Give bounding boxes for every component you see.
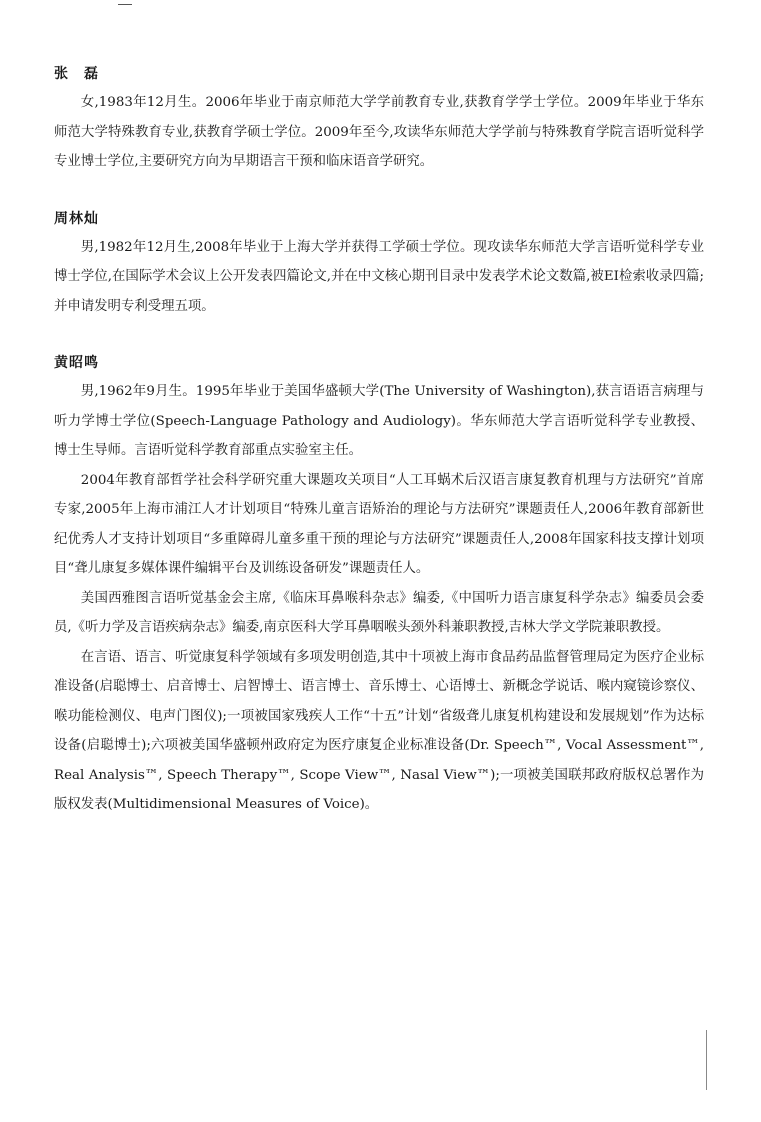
bio-name: 张 磊 bbox=[54, 66, 99, 82]
bio-paragraph: 男,1962年9月生。1995年毕业于美国华盛顿大学(The University of Washington),获言语语言病理与听力学博士学位(Speech-Language Pathology and Audiology)。华东师范大学言语听觉科学专业教授、博士生导师。言语听觉科学教育部重点实验室主任。 bbox=[54, 384, 704, 458]
page-corner-mark bbox=[118, 0, 132, 5]
bio-zhang-lei bbox=[54, 62, 704, 177]
bio-paragraph: 2004年教育部哲学社会科学研究重大课题攻关项目“人工耳蜗术后汉语言康复教育机理与方法研究”首席专家,2005年上海市浦江人才计划项目“特殊儿童言语矫治的理论与方法研究”课题责任人,2006年教育部新世纪优秀人才支持计划项目“多重障碍儿童多重干预的理论与方法研究”课题责任人,2008年国家科技支撑计划项目“聋儿康复多媒体课件编辑平台及训练设备研发”课题责任人。 bbox=[54, 472, 704, 576]
bio-paragraph: 男,1982年12月生,2008年毕业于上海大学并获得工学硕士学位。现攻读华东师范大学言语听觉科学专业博士学位,在国际学术会议上公开发表四篇论文,并在中文核心期刊目录中发表学术论文数篇,被EI检索收录四篇;并申请发明专利受理五项。 bbox=[54, 239, 704, 314]
page-edge-mark bbox=[706, 1030, 707, 1090]
bio-zhou-lincan bbox=[54, 207, 704, 322]
bio-paragraph: 美国西雅图言语听觉基金会主席,《临床耳鼻喉科杂志》编委,《中国听力语言康复科学杂志》编委员会委员,《听力学及言语疾病杂志》编委,南京医科大学耳鼻咽喉头颈外科兼职教授,吉林大学文学院兼职教授。 bbox=[54, 590, 704, 635]
bio-paragraph: 女,1983年12月生。2006年毕业于南京师范大学学前教育专业,获教育学学士学位。2009年毕业于华东师范大学特殊教育专业,获教育学硕士学位。2009年至今,攻读华东师范大学学前与特殊教育学院言语听觉科学专业博士学位,主要研究方向为早期语言干预和临床语音学研究。 bbox=[54, 95, 704, 169]
bio-huang-zhaoming bbox=[54, 351, 704, 820]
author-bios-page bbox=[54, 62, 704, 820]
bio-name: 周林灿 bbox=[54, 210, 99, 227]
bio-name: 黄昭鸣 bbox=[54, 355, 99, 371]
bio-paragraph: 在言语、语言、听觉康复科学领域有多项发明创造,其中十项被上海市食品药品监督管理局定为医疗企业标准设备(启聪博士、启音博士、启智博士、语言博士、音乐博士、心语博士、新概念学说话、喉内窥镜诊察仪、喉功能检测仪、电声门图仪);一项被国家残疾人工作“十五”计划“省级聋儿康复机构建设和发展规划”作为达标设备(启聪博士);六项被美国华盛顿州政府定为医疗康复企业标准设备(Dr. Speech™, Vocal Assessment™, Real Analysis™, Speech Therapy™, Scope View™, Nasal View™);一项被美国联邦政府版权总署作为版权发表(Multidimensional Measures of Voice)。 bbox=[54, 649, 704, 812]
